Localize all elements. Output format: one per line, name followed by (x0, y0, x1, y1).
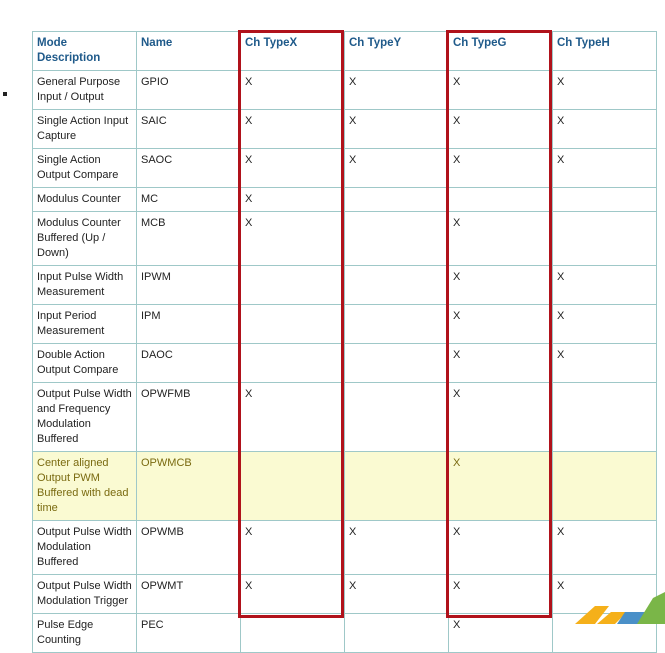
typeg-cell: X (449, 266, 553, 305)
table-row (33, 71, 657, 110)
typeg-cell: X (449, 383, 553, 452)
column-header: Mode Description (33, 32, 137, 71)
typey-cell: X (345, 575, 449, 614)
typex-cell: X (241, 212, 345, 266)
table-row (33, 266, 657, 305)
mode-description-cell: Output Pulse Width Modulation Trigger (33, 575, 137, 614)
mode-name-cell: DAOC (137, 344, 241, 383)
table-row (33, 344, 657, 383)
mode-description-cell: General Purpose Input / Output (33, 71, 137, 110)
mode-name-cell: IPWM (137, 266, 241, 305)
table-row (33, 110, 657, 149)
typey-cell (345, 212, 449, 266)
table-row (33, 452, 657, 521)
typex-cell: X (241, 521, 345, 575)
typeg-cell: X (449, 614, 553, 653)
table-header-row (33, 32, 657, 71)
table-row (33, 305, 657, 344)
typeh-cell (553, 188, 657, 212)
typex-cell: X (241, 383, 345, 452)
typex-cell (241, 452, 345, 521)
typeh-cell (553, 383, 657, 452)
typeg-cell: X (449, 110, 553, 149)
typey-cell: X (345, 521, 449, 575)
column-header: Name (137, 32, 241, 71)
mode-description-cell: Single Action Output Compare (33, 149, 137, 188)
mode-description-cell: Single Action Input Capture (33, 110, 137, 149)
mode-name-cell: SAOC (137, 149, 241, 188)
table-row (33, 383, 657, 452)
mode-table (32, 31, 657, 653)
mode-name-cell: OPWMT (137, 575, 241, 614)
typey-cell (345, 383, 449, 452)
typex-cell: X (241, 188, 345, 212)
typex-cell: X (241, 110, 345, 149)
column-header: Ch TypeH (553, 32, 657, 71)
table-row (33, 188, 657, 212)
mode-name-cell: MCB (137, 212, 241, 266)
typey-cell (345, 614, 449, 653)
mode-description-cell: Center aligned Output PWM Buffered with dead time (33, 452, 137, 521)
typey-cell (345, 344, 449, 383)
bullet-dot (3, 92, 7, 96)
typeh-cell: X (553, 305, 657, 344)
typeg-cell (449, 188, 553, 212)
mode-description-cell: Modulus Counter Buffered (Up / Down) (33, 212, 137, 266)
mode-name-cell: MC (137, 188, 241, 212)
mode-description-cell: Double Action Output Compare (33, 344, 137, 383)
typeg-cell: X (449, 305, 553, 344)
typeh-cell (553, 212, 657, 266)
typey-cell: X (345, 110, 449, 149)
mode-description-cell: Output Pulse Width Modulation Buffered (33, 521, 137, 575)
typeh-cell: X (553, 110, 657, 149)
mode-description-cell: Pulse Edge Counting (33, 614, 137, 653)
mode-name-cell: PEC (137, 614, 241, 653)
mode-description-cell: Output Pulse Width and Frequency Modulation Buffered (33, 383, 137, 452)
mode-name-cell: GPIO (137, 71, 241, 110)
brand-logo-icon (575, 592, 665, 624)
typeg-cell: X (449, 149, 553, 188)
typeh-cell: X (553, 575, 657, 614)
typeg-cell: X (449, 344, 553, 383)
typex-cell (241, 266, 345, 305)
mode-name-cell: IPM (137, 305, 241, 344)
logo-green-shape (637, 592, 665, 624)
typeg-cell: X (449, 71, 553, 110)
table-row (33, 521, 657, 575)
typeg-cell: X (449, 575, 553, 614)
typeh-cell (553, 452, 657, 521)
table-row (33, 614, 657, 653)
typey-cell (345, 266, 449, 305)
mode-description-cell: Input Period Measurement (33, 305, 137, 344)
typey-cell (345, 188, 449, 212)
typex-cell: X (241, 149, 345, 188)
mode-name-cell: SAIC (137, 110, 241, 149)
typex-cell: X (241, 71, 345, 110)
typex-cell: X (241, 575, 345, 614)
typeg-cell: X (449, 452, 553, 521)
mode-name-cell: OPWMB (137, 521, 241, 575)
table-row (33, 212, 657, 266)
typex-cell (241, 344, 345, 383)
mode-name-cell: OPWFMB (137, 383, 241, 452)
typey-cell: X (345, 149, 449, 188)
typey-cell: X (345, 71, 449, 110)
column-header: Ch TypeG (449, 32, 553, 71)
mode-description-cell: Input Pulse Width Measurement (33, 266, 137, 305)
typeh-cell: X (553, 149, 657, 188)
table-row (33, 575, 657, 614)
typeh-cell: X (553, 344, 657, 383)
typey-cell (345, 305, 449, 344)
table-row (33, 149, 657, 188)
typeh-cell: X (553, 71, 657, 110)
typeh-cell: X (553, 266, 657, 305)
column-header: Ch TypeX (241, 32, 345, 71)
typex-cell (241, 305, 345, 344)
mode-description-cell: Modulus Counter (33, 188, 137, 212)
typey-cell (345, 452, 449, 521)
mode-name-cell: OPWMCB (137, 452, 241, 521)
typeh-cell: X (553, 521, 657, 575)
typeg-cell: X (449, 521, 553, 575)
column-header: Ch TypeY (345, 32, 449, 71)
typeg-cell: X (449, 212, 553, 266)
typex-cell (241, 614, 345, 653)
